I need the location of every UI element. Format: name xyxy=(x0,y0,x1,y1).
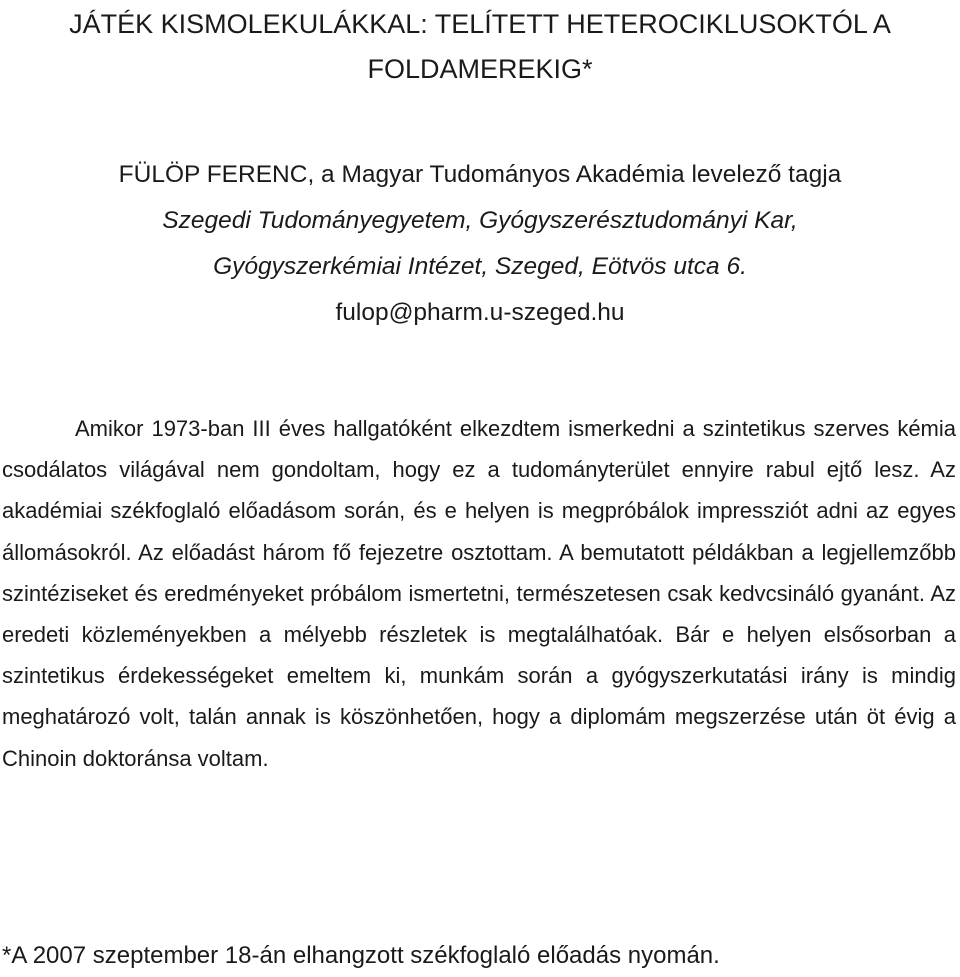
author-email: fulop@pharm.u-szeged.hu xyxy=(335,299,625,326)
affiliation-line-1: Szegedi Tudományegyetem, Gyógyszerésztudományi Kar, xyxy=(162,207,798,234)
body-paragraph: Amikor 1973-ban III éves hallgatóként elkezdtem ismerkedni a szintetikus szerves kémia csodálatos világával nem gondoltam, hogy ez a tudományterület ennyire rabul ejtő lesz. Az akadémiai székfoglaló előadásom során, és e helyen is megpróbálok impressziót adni az egyes állomásokról. Az előadást három fő fejezetre osztottam. A bemutatott példákban a legjellemzőbb szintéziseket és eredményeket próbálom ismertetni, természetesen csak kedvcsináló gyanánt. Az eredeti közleményekben a mélyebb részletek is megtalálhatóak. Bár e helyen elsősorban a szintetikus érdekességeket emeltem ki, munkám során a gyógyszerkutatási irány is mindig meghatározó volt, talán annak is köszönhetően, hogy a diplomám megszerzése után öt évig a Chinoin doktoránsa voltam. xyxy=(2,416,956,771)
affiliation-line-2: Gyógyszerkémiai Intézet, Szeged, Eötvös utca 6. xyxy=(213,253,747,280)
title-line-1: JÁTÉK KISMOLEKULÁKKAL: TELÍTETT HETEROCIKLUSOKTÓL A xyxy=(69,9,891,39)
title-line-2: FOLDAMEREKIG* xyxy=(367,54,593,84)
document-title xyxy=(0,2,960,92)
author-name: FÜLÖP FERENC, a Magyar Tudományos Akadémia levelező tagja xyxy=(118,161,842,188)
author-block xyxy=(0,152,960,336)
footnote: *A 2007 szeptember 18-án elhangzott székfoglaló előadás nyomán. xyxy=(2,942,720,969)
